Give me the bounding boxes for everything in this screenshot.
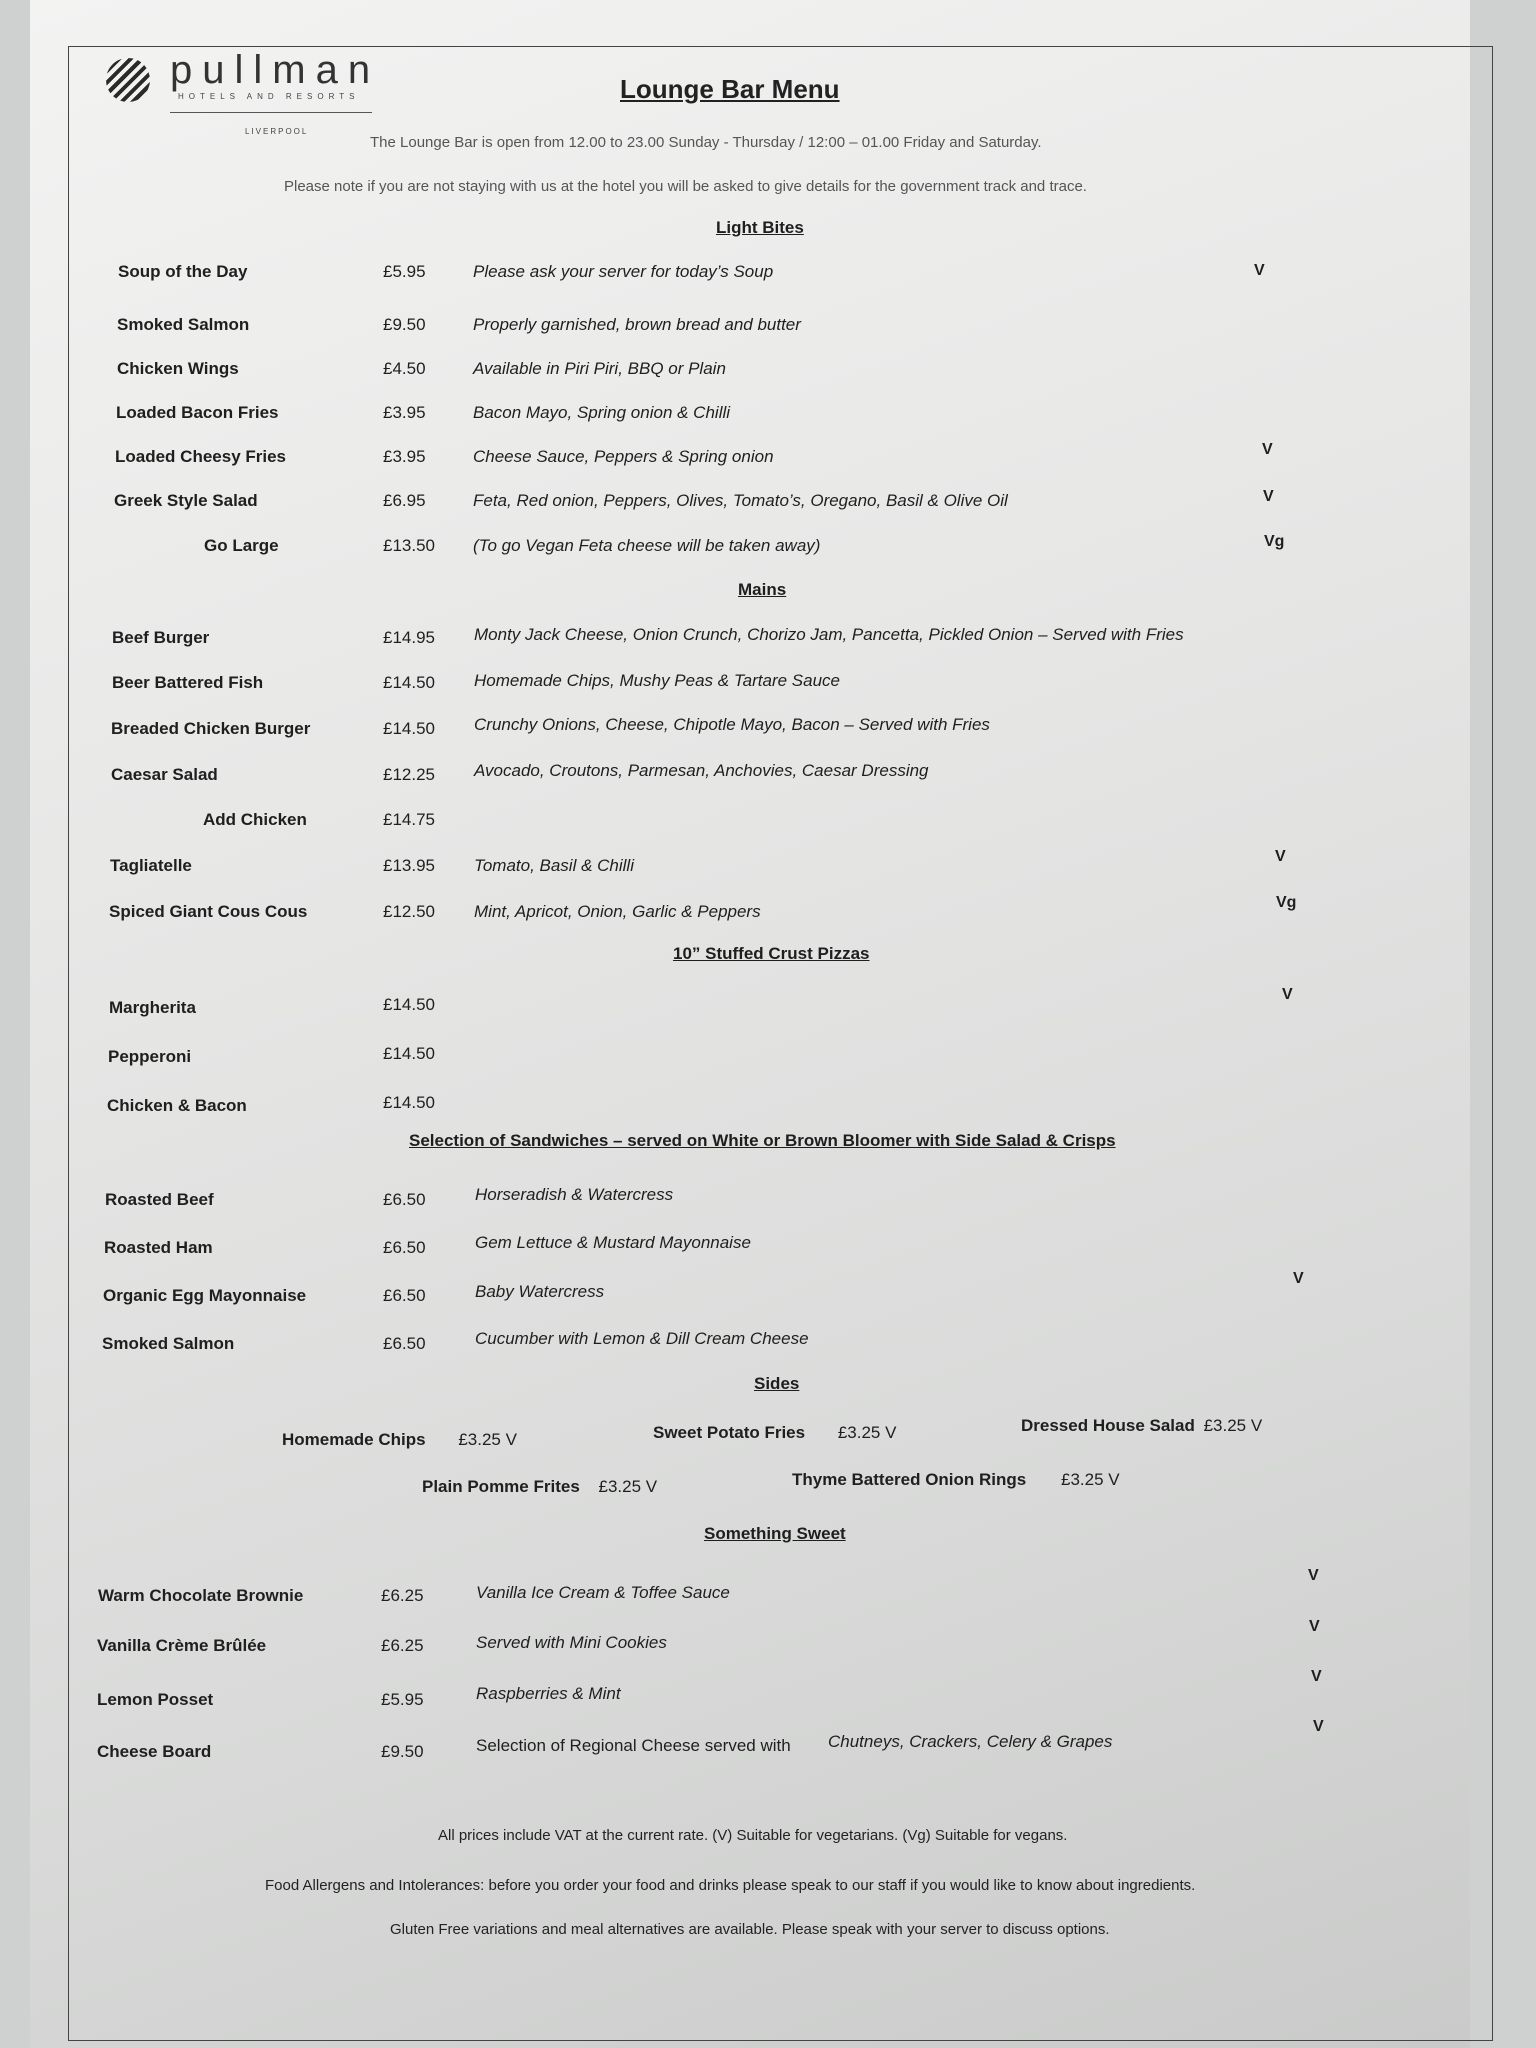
item-price: £4.50 [383, 359, 426, 378]
item-price: £14.50 [383, 1093, 435, 1112]
track-trace-note: Please note if you are not staying with us at the hotel you will be asked to give details for the government track and trace. [284, 178, 1087, 195]
section-heading-sandwiches: Selection of Sandwiches – served on White or Brown Bloomer with Side Salad & Crisps [409, 1131, 1116, 1150]
menu-item [0, 625, 1536, 654]
menu-item [0, 715, 1536, 745]
section-heading-sides: Sides [754, 1374, 800, 1393]
item-description: Chutneys, Crackers, Celery & Grapes [828, 1732, 1113, 1751]
diet-badge: V [1262, 441, 1273, 458]
menu-item [0, 810, 1536, 836]
menu-item [0, 488, 1536, 517]
item-name: Chicken Wings [117, 359, 239, 378]
footer-vat-note: All prices include VAT at the current rate. (V) Suitable for vegetarians. (Vg) Suitable for vegans. [438, 1827, 1068, 1844]
brand-tagline: HOTELS AND RESORTS [178, 92, 360, 101]
item-name: Smoked Salmon [117, 315, 250, 334]
item-name: Roasted Ham [104, 1238, 213, 1257]
item-name: Margherita [109, 998, 196, 1017]
diet-badge: V [1309, 1618, 1320, 1635]
menu-item [0, 1093, 1536, 1122]
item-price: £6.50 [383, 1334, 426, 1353]
item-name: Roasted Beef [105, 1190, 214, 1209]
item-name: Tagliatelle [110, 856, 192, 875]
item-name: Beef Burger [112, 628, 210, 647]
item-price: £14.50 [383, 719, 435, 738]
item-price: £14.50 [383, 995, 435, 1014]
brand-name: pullman [170, 48, 381, 92]
item-name: Pepperoni [108, 1047, 192, 1066]
side-price: £3.25 V [837, 1423, 897, 1442]
menu-item [0, 359, 1536, 385]
side-name: Thyme Battered Onion Rings [792, 1470, 1027, 1489]
item-name: Breaded Chicken Burger [111, 719, 311, 738]
item-name: Loaded Cheesy Fries [115, 447, 287, 466]
menu-item [0, 1618, 1536, 1662]
footer-gluten-note: Gluten Free variations and meal alternatives are available. Please speak with your server to discuss options. [390, 1921, 1110, 1938]
item-name: Greek Style Salad [114, 491, 258, 510]
menu-title: Lounge Bar Menu [620, 74, 840, 104]
item-name: Vanilla Crème Brûlée [97, 1636, 267, 1655]
side-item [792, 1470, 1120, 1490]
section-heading-pizzas: 10” Stuffed Crust Pizzas [673, 944, 870, 963]
menu-item [0, 848, 1536, 882]
item-description: Monty Jack Cheese, Onion Crunch, Chorizo Jam, Pancetta, Pickled Onion – Served with Fries [474, 625, 1184, 644]
pullman-logo-icon [106, 58, 150, 102]
diet-badge: V [1308, 1567, 1319, 1584]
item-description: Horseradish & Watercress [475, 1185, 674, 1204]
side-price: £3.25 V [1203, 1416, 1263, 1435]
brand-city: LIVERPOOL [245, 127, 309, 136]
item-price: £5.95 [381, 1690, 424, 1709]
item-price: £6.25 [381, 1586, 424, 1605]
side-item [1021, 1416, 1262, 1436]
item-price: £13.50 [383, 536, 435, 555]
item-name: Caesar Salad [111, 765, 218, 784]
diet-badge: V [1263, 488, 1274, 505]
item-description-plain: Selection of Regional Cheese served with [476, 1736, 791, 1755]
menu-item [0, 894, 1536, 928]
side-name: Plain Pomme Frites [422, 1477, 580, 1496]
item-description: Homemade Chips, Mushy Peas & Tartare Sauce [474, 671, 840, 690]
item-description: Gem Lettuce & Mustard Mayonnaise [475, 1233, 751, 1252]
item-price: £6.50 [383, 1238, 426, 1257]
item-name: Chicken & Bacon [107, 1096, 247, 1115]
diet-badge: V [1293, 1270, 1304, 1287]
menu-item [0, 262, 1536, 288]
item-price: £6.95 [383, 491, 426, 510]
menu-item [0, 441, 1536, 473]
menu-item [0, 1668, 1536, 1716]
menu-item [0, 315, 1536, 341]
side-name: Homemade Chips [282, 1430, 426, 1449]
item-price: £12.50 [383, 902, 435, 921]
item-name: Smoked Salmon [102, 1334, 235, 1353]
menu-item [0, 1233, 1536, 1264]
item-price: £12.25 [383, 765, 435, 784]
menu-item [0, 1270, 1536, 1312]
item-price: £6.50 [383, 1190, 426, 1209]
menu-item [0, 986, 1536, 1024]
item-price: £3.95 [383, 447, 426, 466]
item-price: £14.50 [383, 1044, 435, 1063]
menu-item [0, 1185, 1536, 1216]
side-item [422, 1477, 657, 1497]
item-name: Lemon Posset [97, 1690, 214, 1709]
item-description: Crunchy Onions, Cheese, Chipotle Mayo, Bacon – Served with Fries [474, 715, 990, 734]
item-price: £13.95 [383, 856, 435, 875]
item-name: Warm Chocolate Brownie [98, 1586, 304, 1605]
menu-item [0, 1329, 1536, 1360]
item-description: Properly garnished, brown bread and butter [473, 315, 801, 334]
diet-badge: V [1275, 848, 1286, 865]
logo-divider [170, 112, 372, 113]
item-name: Cheese Board [97, 1742, 212, 1761]
section-heading-mains: Mains [738, 580, 787, 599]
item-description: Feta, Red onion, Peppers, Olives, Tomato’s, Oregano, Basil & Olive Oil [473, 491, 1008, 510]
item-description: Mint, Apricot, Onion, Garlic & Peppers [474, 902, 761, 921]
diet-badge: V [1311, 1668, 1322, 1685]
opening-hours: The Lounge Bar is open from 12.00 to 23.00 Sunday - Thursday / 12:00 – 01.00 Friday and Saturday. [370, 134, 1042, 151]
item-name: Spiced Giant Cous Cous [109, 902, 308, 921]
item-name: Add Chicken [203, 810, 307, 829]
item-description: Vanilla Ice Cream & Toffee Sauce [476, 1583, 730, 1602]
item-name: Loaded Bacon Fries [116, 403, 279, 422]
menu-item [0, 1718, 1536, 1768]
item-name: Organic Egg Mayonnaise [103, 1286, 307, 1305]
item-description: (To go Vegan Feta cheese will be taken away) [473, 536, 821, 555]
item-price: £5.95 [383, 262, 426, 281]
item-price: £14.95 [383, 628, 435, 647]
side-item [653, 1423, 896, 1443]
item-name: Go Large [204, 536, 279, 555]
diet-badge: V [1313, 1718, 1324, 1735]
item-price: £6.25 [381, 1636, 424, 1655]
side-name: Sweet Potato Fries [653, 1423, 806, 1442]
menu-item [0, 673, 1536, 699]
footer-allergens-note: Food Allergens and Intolerances: before you order your food and drinks please speak to our staff if you would like to know about ingredients. [265, 1877, 1196, 1894]
menu-item [0, 761, 1536, 791]
item-description: Cheese Sauce, Peppers & Spring onion [473, 447, 774, 466]
diet-badge: Vg [1276, 894, 1297, 911]
section-heading-something-sweet: Something Sweet [704, 1524, 846, 1543]
item-price: £14.50 [383, 673, 435, 692]
item-description: Raspberries & Mint [476, 1684, 621, 1703]
item-description: Please ask your server for today’s Soup [473, 262, 774, 281]
menu-item [0, 1567, 1536, 1612]
item-description: Tomato, Basil & Chilli [474, 856, 634, 875]
menu-item [0, 533, 1536, 562]
item-price: £6.50 [383, 1286, 426, 1305]
item-name: Beer Battered Fish [112, 673, 264, 692]
side-price: £3.25 V [458, 1430, 517, 1449]
item-name: Soup of the Day [118, 262, 248, 281]
item-price: £14.75 [383, 810, 435, 829]
side-price: £3.25 V [598, 1477, 658, 1496]
diet-badge: Vg [1264, 533, 1285, 550]
side-item [282, 1430, 517, 1450]
item-price: £9.50 [381, 1742, 424, 1761]
menu-item [0, 403, 1536, 429]
menu-item [0, 1044, 1536, 1073]
section-heading-light-bites: Light Bites [716, 218, 804, 237]
item-description: Avocado, Croutons, Parmesan, Anchovies, Caesar Dressing [474, 761, 929, 780]
diet-badge: V [1254, 262, 1265, 279]
item-description: Baby Watercress [475, 1282, 605, 1301]
item-description: Available in Piri Piri, BBQ or Plain [473, 359, 726, 378]
item-description: Served with Mini Cookies [476, 1633, 667, 1652]
item-description: Cucumber with Lemon & Dill Cream Cheese [475, 1329, 809, 1348]
side-price: £3.25 V [1060, 1470, 1120, 1489]
item-price: £9.50 [383, 315, 426, 334]
item-description: Bacon Mayo, Spring onion & Chilli [473, 403, 731, 422]
diet-badge: V [1282, 986, 1293, 1003]
side-name: Dressed House Salad [1021, 1416, 1195, 1435]
item-price: £3.95 [383, 403, 426, 422]
